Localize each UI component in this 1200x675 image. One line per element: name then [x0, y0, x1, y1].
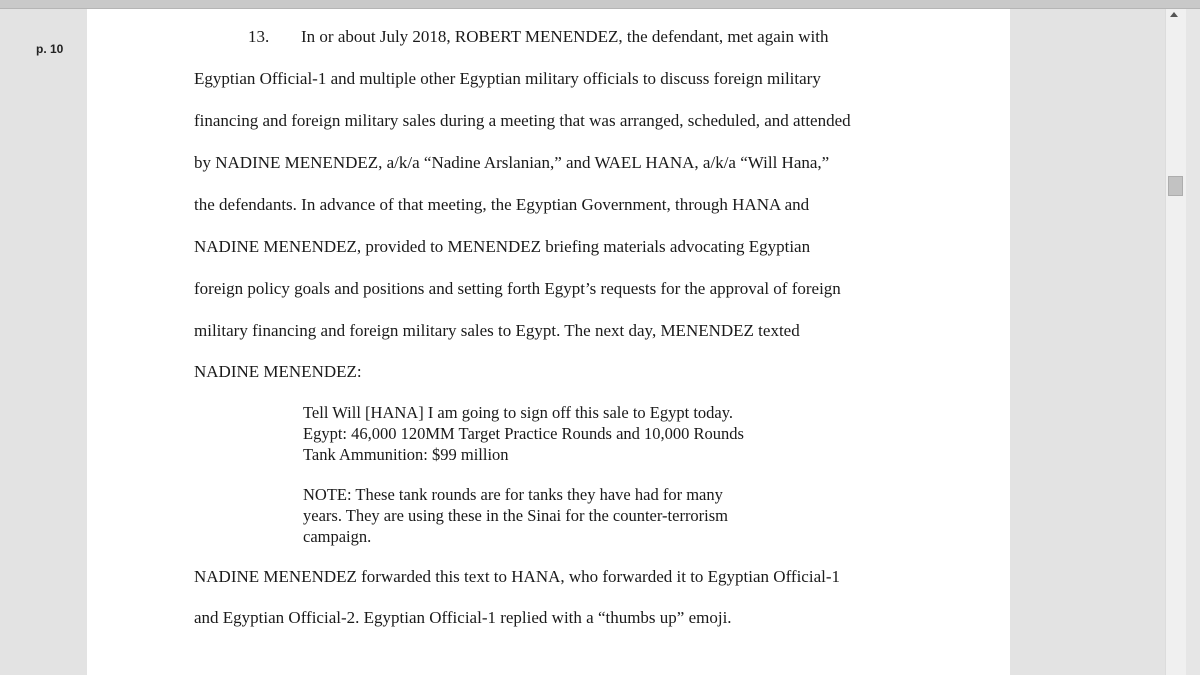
- document-line: Egyptian Official-1 and multiple other Egyptian military officials to discuss foreign military: [194, 69, 821, 88]
- scroll-up-arrow-icon[interactable]: [1170, 12, 1178, 17]
- page-number-label: p. 10: [36, 42, 64, 56]
- document-line: NADINE MENENDEZ, provided to MENENDEZ briefing materials advocating Egyptian: [194, 237, 811, 256]
- document-line: NADINE MENENDEZ forwarded this text to HANA, who forwarded it to Egyptian Official-1: [194, 567, 841, 586]
- quote-line: campaign.: [303, 527, 372, 546]
- vertical-scrollbar[interactable]: [1165, 9, 1186, 675]
- document-page: [87, 9, 1010, 675]
- document-line: military financing and foreign military sales to Egypt. The next day, MENENDEZ texted: [194, 321, 800, 340]
- quote-line: Egypt: 46,000 120MM Target Practice Rounds and 10,000 Rounds: [303, 424, 744, 443]
- document-line: the defendants. In advance of that meeting, the Egyptian Government, through HANA and: [194, 195, 810, 214]
- document-line: foreign policy goals and positions and setting forth Egypt’s requests for the approval of foreign: [194, 279, 841, 298]
- document-line: NADINE MENENDEZ:: [194, 362, 362, 381]
- scrollbar-thumb[interactable]: [1168, 176, 1183, 196]
- document-line: financing and foreign military sales during a meeting that was arranged, scheduled, and attended: [194, 111, 851, 130]
- quote-line: Tank Ammunition: $99 million: [303, 445, 509, 464]
- quote-line: NOTE: These tank rounds are for tanks they have had for many: [303, 485, 723, 504]
- window-right-edge: [1186, 9, 1200, 675]
- document-line: and Egyptian Official-2. Egyptian Official-1 replied with a “thumbs up” emoji.: [194, 608, 732, 627]
- quote-line: Tell Will [HANA] I am going to sign off this sale to Egypt today.: [303, 403, 734, 422]
- quote-line: years. They are using these in the Sinai for the counter-terrorism: [303, 506, 729, 525]
- document-line: by NADINE MENENDEZ, a/k/a “Nadine Arslanian,” and WAEL HANA, a/k/a “Will Hana,”: [194, 153, 830, 172]
- paragraph-number: 13.: [248, 27, 270, 46]
- document-line: In or about July 2018, ROBERT MENENDEZ, the defendant, met again with: [301, 27, 829, 46]
- viewer-top-bar: [0, 0, 1200, 9]
